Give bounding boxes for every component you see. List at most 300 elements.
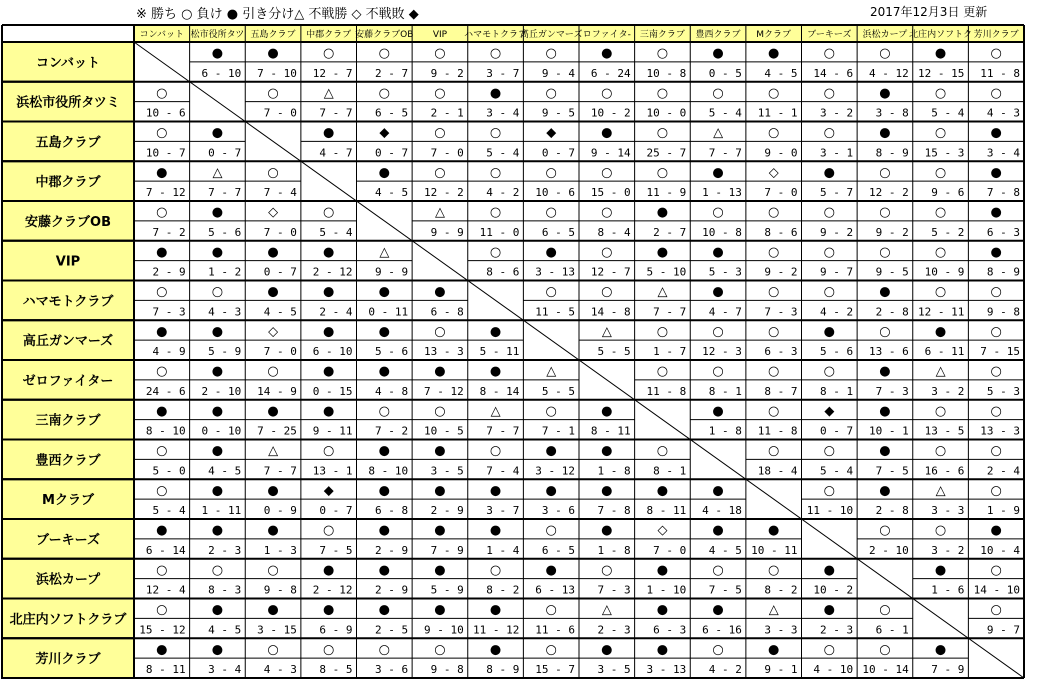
result-symbol: ○ [156, 205, 168, 220]
result-symbol: ● [434, 284, 446, 300]
result-symbol: ● [378, 562, 390, 578]
result-score: 3 - 7 [486, 66, 520, 80]
result-score: 1 - 10 [646, 583, 687, 597]
result-symbol: △ [935, 364, 946, 379]
result-symbol: ● [601, 46, 613, 61]
result-score: 7 - 7 [208, 186, 242, 199]
result-score: 9 - 2 [875, 225, 909, 239]
result-symbol: ● [823, 562, 835, 578]
result-symbol: ○ [489, 46, 502, 61]
result-score: 8 - 7 [764, 384, 798, 398]
result-symbol: ● [990, 205, 1002, 220]
result-score: 7 - 0 [430, 146, 464, 160]
result-symbol: △ [212, 165, 223, 181]
result-symbol: ○ [823, 443, 835, 459]
result-score: 8 - 4 [597, 225, 631, 239]
result-score: 6 - 13 [535, 583, 575, 597]
result-symbol: ○ [879, 165, 891, 181]
result-symbol: ● [378, 443, 390, 459]
result-score: 4 - 9 [152, 345, 186, 358]
result-symbol: ● [211, 46, 224, 61]
result-score: 4 - 5 [764, 66, 798, 80]
result-score: 3 - 5 [430, 464, 464, 478]
result-score: 7 - 1 [541, 424, 575, 438]
result-symbol: ○ [323, 642, 335, 658]
result-symbol: ○ [990, 602, 1002, 618]
result-score: 8 - 9 [875, 146, 909, 160]
result-symbol: ◆ [379, 125, 390, 141]
result-symbol: ● [211, 244, 224, 260]
result-symbol: ◇ [657, 523, 668, 538]
result-symbol: ○ [768, 324, 780, 340]
result-score: 7 - 8 [986, 186, 1020, 199]
result-score: 7 - 0 [263, 225, 297, 239]
result-score: 7 - 2 [152, 225, 186, 239]
result-symbol: ○ [768, 364, 780, 379]
legend: ※ 勝ち ○ 負け ● 引き分け△ 不戦勝 ◇ 不戦敗 ◆ [136, 7, 419, 22]
result-symbol: ○ [879, 642, 891, 658]
result-score: 11 - 8 [646, 384, 687, 398]
result-score: 13 - 6 [869, 345, 909, 358]
result-symbol: ● [823, 324, 835, 340]
result-score: 9 - 1 [764, 663, 798, 676]
column-header: 北庄内ソフトク [909, 30, 972, 40]
result-score: 7 - 12 [145, 186, 186, 199]
result-score: 0 - 11 [368, 305, 409, 319]
result-symbol: ● [489, 483, 502, 499]
updated-date: 2017年12月3日 更新 [870, 5, 988, 19]
result-score: 8 - 11 [145, 663, 186, 676]
result-symbol: ● [656, 642, 669, 658]
result-score: 2 - 12 [312, 265, 353, 279]
result-score: 5 - 11 [479, 345, 520, 358]
result-symbol: ● [934, 562, 947, 578]
column-header: ハマモトクラブ [464, 30, 527, 40]
result-score: 5 - 3 [986, 384, 1020, 398]
result-score: 13 - 3 [980, 424, 1020, 438]
result-symbol: △ [713, 125, 724, 141]
result-score: 8 - 2 [764, 583, 798, 597]
result-score: 2 - 1 [430, 106, 464, 120]
result-score: 14 - 8 [590, 305, 631, 319]
result-symbol: ○ [712, 562, 724, 578]
result-score: 0 - 7 [820, 424, 854, 438]
result-symbol: ○ [211, 284, 224, 300]
result-score: 18 - 4 [757, 464, 798, 478]
result-symbol: ○ [489, 443, 502, 459]
result-symbol: ◇ [268, 324, 279, 340]
result-score: 10 - 8 [702, 225, 742, 239]
result-score: 6 - 9 [319, 623, 353, 637]
result-symbol: ● [267, 46, 279, 61]
team-name: ゼロファイター [22, 373, 114, 389]
result-symbol: ○ [768, 403, 780, 419]
result-score: 5 - 2 [931, 225, 965, 239]
result-score: 10 - 4 [980, 543, 1020, 557]
result-score: 3 - 12 [535, 464, 575, 478]
result-score: 4 - 8 [375, 384, 409, 398]
result-symbol: ○ [768, 562, 780, 578]
team-name: 中郡クラブ [35, 175, 101, 191]
result-symbol: ○ [712, 324, 724, 340]
result-symbol: ○ [879, 205, 891, 220]
result-score: 12 - 3 [702, 345, 742, 358]
result-symbol: ○ [545, 165, 557, 181]
result-score: 3 - 4 [486, 106, 520, 120]
result-symbol: ○ [434, 165, 446, 181]
result-symbol: ● [601, 443, 613, 459]
result-symbol: ● [211, 602, 224, 618]
result-symbol: ○ [990, 46, 1002, 61]
result-symbol: △ [434, 205, 445, 220]
result-score: 4 - 3 [263, 663, 297, 676]
result-symbol: ○ [934, 443, 947, 459]
result-symbol: ● [545, 443, 557, 459]
result-symbol: ○ [990, 284, 1002, 300]
result-score: 5 - 4 [319, 225, 353, 239]
result-score: 4 - 5 [375, 186, 409, 199]
result-symbol: △ [490, 403, 501, 419]
result-score: 12 - 7 [312, 66, 353, 80]
result-score: 3 - 2 [931, 543, 965, 557]
result-score: 2 - 3 [820, 623, 854, 637]
result-symbol: ● [656, 562, 669, 578]
result-score: 7 - 25 [257, 424, 297, 438]
result-symbol: ● [323, 244, 335, 260]
result-symbol: ● [712, 483, 724, 499]
result-score: 12 - 4 [145, 583, 186, 597]
result-symbol: ○ [267, 85, 279, 101]
result-score: 3 - 2 [931, 384, 965, 398]
result-score: 12 - 7 [590, 265, 631, 279]
result-symbol: ○ [990, 562, 1002, 578]
result-symbol: △ [546, 364, 557, 379]
result-score: 4 - 5 [708, 543, 742, 557]
result-score: 2 - 12 [312, 583, 353, 597]
result-symbol: ● [434, 483, 446, 499]
result-symbol: △ [935, 483, 946, 499]
column-header: 松市役所タツ [190, 30, 245, 40]
result-symbol: ◆ [546, 125, 557, 141]
result-score: 3 - 4 [208, 663, 242, 676]
result-symbol: ○ [267, 642, 279, 658]
result-score: 9 - 7 [820, 265, 854, 279]
column-header: ブーキーズ [807, 30, 852, 40]
result-symbol: ○ [879, 46, 891, 61]
team-name: ブーキーズ [36, 532, 100, 548]
result-score: 2 - 9 [152, 265, 186, 279]
result-symbol: ○ [601, 85, 613, 101]
result-symbol: ● [768, 642, 780, 658]
result-symbol: ○ [545, 205, 557, 220]
result-score: 5 - 4 [931, 106, 965, 120]
result-symbol: ● [323, 562, 335, 578]
result-score: 2 - 8 [875, 305, 909, 319]
result-score: 7 - 7 [708, 146, 742, 160]
result-score: 8 - 9 [486, 663, 520, 676]
result-score: 6 - 14 [145, 543, 186, 557]
result-symbol: ● [434, 562, 446, 578]
result-score: 12 - 2 [869, 186, 909, 199]
result-symbol: ○ [545, 46, 557, 61]
result-score: 8 - 14 [479, 384, 520, 398]
result-score: 11 - 8 [980, 66, 1020, 80]
result-symbol: ● [211, 642, 224, 658]
result-score: 8 - 10 [145, 424, 186, 438]
result-symbol: ○ [768, 125, 780, 141]
result-symbol: ○ [990, 443, 1002, 459]
result-score: 8 - 5 [319, 663, 353, 676]
result-score: 3 - 7 [486, 504, 520, 517]
result-symbol: ○ [601, 205, 613, 220]
result-score: 2 - 7 [653, 225, 687, 239]
result-score: 9 - 0 [764, 146, 798, 160]
result-symbol: ○ [323, 46, 335, 61]
result-score: 0 - 7 [263, 265, 297, 279]
result-symbol: ○ [990, 85, 1002, 101]
result-score: 7 - 0 [764, 186, 798, 199]
result-symbol: ○ [156, 284, 168, 300]
result-score: 2 - 3 [208, 543, 242, 557]
result-score: 2 - 8 [875, 504, 909, 517]
result-symbol: ● [545, 244, 557, 260]
result-score: 9 - 14 [590, 146, 631, 160]
result-score: 6 - 5 [541, 225, 575, 239]
result-score: 7 - 3 [764, 305, 798, 319]
result-symbol: ○ [656, 324, 669, 340]
result-score: 7 - 9 [931, 663, 965, 676]
result-score: 8 - 11 [646, 504, 687, 517]
result-symbol: ● [934, 324, 947, 340]
result-symbol: △ [323, 85, 334, 101]
result-score: 2 - 10 [201, 384, 242, 398]
result-symbol: ● [156, 244, 168, 260]
column-header: 中郡クラブ [306, 30, 352, 40]
team-name: 三南クラブ [35, 413, 101, 429]
result-symbol: ● [990, 125, 1002, 141]
result-symbol: ● [267, 403, 279, 419]
result-symbol: ● [545, 562, 557, 578]
result-symbol: ● [934, 642, 947, 658]
result-symbol: ● [378, 165, 390, 181]
column-header: ロファイタ- [582, 30, 631, 40]
result-symbol: ○ [545, 523, 557, 538]
result-score: 8 - 11 [590, 424, 631, 438]
result-score: 14 - 6 [813, 66, 854, 80]
result-score: 5 - 6 [820, 345, 854, 358]
result-symbol: ○ [656, 165, 669, 181]
result-score: 10 - 2 [813, 583, 854, 597]
result-symbol: ○ [823, 642, 835, 658]
result-score: 6 - 3 [653, 623, 687, 637]
result-symbol: ○ [211, 562, 224, 578]
result-score: 8 - 1 [708, 384, 742, 398]
result-score: 2 - 9 [430, 504, 464, 517]
result-symbol: ○ [267, 562, 279, 578]
result-symbol: ○ [601, 284, 613, 300]
result-symbol: ○ [656, 85, 669, 101]
result-symbol: ○ [378, 642, 390, 658]
result-score: 9 - 9 [430, 225, 464, 239]
result-score: 2 - 10 [869, 543, 909, 557]
result-score: 7 - 9 [430, 543, 464, 557]
result-symbol: ○ [934, 85, 947, 101]
result-symbol: ● [267, 523, 279, 538]
result-symbol: ○ [156, 443, 168, 459]
result-score: 7 - 12 [424, 384, 464, 398]
result-score: 5 - 4 [708, 106, 742, 120]
result-symbol: ○ [712, 205, 724, 220]
result-symbol: ○ [990, 483, 1002, 499]
result-score: 4 - 12 [869, 66, 909, 80]
result-symbol: ● [879, 284, 891, 300]
result-symbol: ● [712, 523, 724, 538]
result-score: 6 - 8 [375, 504, 409, 517]
result-score: 6 - 3 [986, 225, 1020, 239]
column-header: 高丘ガンマーズ [519, 30, 583, 40]
result-symbol: ○ [545, 284, 557, 300]
result-symbol: ◆ [323, 483, 334, 499]
result-score: 0 - 7 [319, 504, 353, 517]
result-score: 11 - 5 [535, 305, 575, 319]
result-symbol: ● [879, 443, 891, 459]
result-score: 11 - 9 [646, 186, 687, 199]
result-score: 0 - 15 [312, 384, 353, 398]
result-score: 7 - 4 [486, 464, 520, 478]
result-score: 5 - 10 [646, 265, 687, 279]
result-score: 8 - 9 [986, 265, 1020, 279]
result-score: 9 - 2 [764, 265, 798, 279]
result-score: 11 - 0 [479, 225, 520, 239]
result-symbol: ● [601, 125, 613, 141]
result-score: 5 - 3 [708, 265, 742, 279]
result-score: 2 - 5 [375, 623, 409, 637]
result-symbol: ○ [545, 602, 557, 618]
column-header: 三南クラブ [639, 30, 685, 40]
result-symbol: ● [211, 205, 224, 220]
team-name: Mクラブ [42, 493, 94, 509]
result-score: 7 - 0 [263, 345, 297, 358]
result-symbol: ● [434, 443, 446, 459]
result-score: 5 - 6 [208, 225, 242, 239]
result-symbol: ● [823, 165, 835, 181]
team-name: 芳川クラブ [35, 652, 101, 668]
result-symbol: ◇ [268, 205, 279, 220]
column-header: 安藤クラブOB [355, 30, 414, 40]
result-symbol: ○ [156, 602, 168, 618]
result-score: 7 - 2 [375, 424, 409, 438]
result-score: 11 - 10 [806, 504, 854, 517]
result-score: 2 - 9 [375, 543, 409, 557]
column-header: 豊西クラブ [695, 30, 741, 40]
result-score: 1 - 3 [263, 543, 297, 557]
result-symbol: ○ [823, 125, 835, 141]
team-name: 豊西クラブ [35, 453, 101, 469]
result-score: 3 - 1 [820, 146, 854, 160]
result-score: 0 - 7 [375, 146, 409, 160]
result-symbol: ○ [823, 244, 835, 260]
result-score: 5 - 6 [375, 345, 409, 358]
result-score: 4 - 7 [708, 305, 742, 319]
result-score: 10 - 14 [862, 663, 909, 676]
result-score: 15 - 3 [924, 146, 965, 160]
result-score: 10 - 5 [424, 424, 464, 438]
result-symbol: ● [211, 483, 224, 499]
result-symbol: ○ [934, 284, 947, 300]
result-score: 6 - 5 [541, 543, 575, 557]
result-symbol: ○ [990, 403, 1002, 419]
result-score: 14 - 10 [973, 583, 1020, 597]
result-score: 0 - 9 [263, 504, 297, 517]
result-score: 8 - 6 [486, 265, 520, 279]
result-score: 3 - 3 [764, 623, 798, 637]
result-score: 24 - 6 [145, 384, 186, 398]
result-score: 7 - 3 [875, 384, 909, 398]
result-score: 12 - 2 [424, 186, 464, 199]
result-score: 3 - 8 [875, 106, 909, 120]
team-name: コンバット [35, 55, 101, 71]
result-score: 10 - 8 [646, 66, 687, 80]
result-symbol: ● [267, 602, 279, 618]
result-score: 7 - 7 [486, 424, 520, 438]
result-score: 3 - 13 [535, 265, 575, 279]
result-symbol: ● [156, 324, 168, 340]
result-score: 3 - 15 [257, 623, 297, 637]
result-symbol: ○ [712, 85, 724, 101]
result-symbol: ○ [990, 364, 1002, 379]
result-symbol: ● [378, 284, 390, 300]
team-name: 浜松カープ [35, 572, 101, 588]
result-symbol: ○ [768, 244, 780, 260]
result-symbol: ● [156, 165, 168, 181]
result-symbol: ● [601, 483, 613, 499]
result-score: 2 - 4 [319, 305, 353, 319]
result-score: 1 - 4 [486, 543, 520, 557]
result-score: 5 - 0 [152, 464, 186, 478]
column-header: 浜松カープ [862, 30, 908, 40]
result-symbol: ● [211, 324, 224, 340]
result-symbol: ● [434, 523, 446, 538]
result-symbol: ● [323, 324, 335, 340]
result-symbol: ○ [434, 642, 446, 658]
result-symbol: ○ [934, 244, 947, 260]
result-symbol: ● [267, 284, 279, 300]
result-score: 3 - 4 [986, 146, 1020, 160]
column-header: コンバット [139, 30, 184, 40]
result-symbol: ○ [489, 205, 502, 220]
result-symbol: ○ [434, 46, 446, 61]
result-score: 8 - 3 [208, 583, 242, 597]
result-score: 4 - 7 [319, 146, 353, 160]
result-symbol: ○ [434, 85, 446, 101]
result-symbol: ● [990, 244, 1002, 260]
result-score: 1 - 2 [208, 265, 242, 279]
result-symbol: ○ [934, 523, 947, 538]
result-score: 9 - 5 [541, 106, 575, 120]
result-score: 25 - 7 [646, 146, 687, 160]
result-score: 1 - 7 [653, 345, 687, 358]
result-score: 7 - 5 [875, 464, 909, 478]
result-score: 3 - 6 [375, 663, 409, 676]
result-symbol: ○ [656, 364, 669, 379]
result-score: 2 - 7 [375, 66, 409, 80]
result-score: 3 - 3 [931, 504, 965, 517]
result-score: 8 - 2 [486, 583, 520, 597]
result-score: 9 - 4 [541, 66, 575, 80]
result-score: 15 - 12 [139, 623, 186, 637]
result-symbol: ● [211, 403, 224, 419]
result-symbol: ○ [656, 443, 669, 459]
